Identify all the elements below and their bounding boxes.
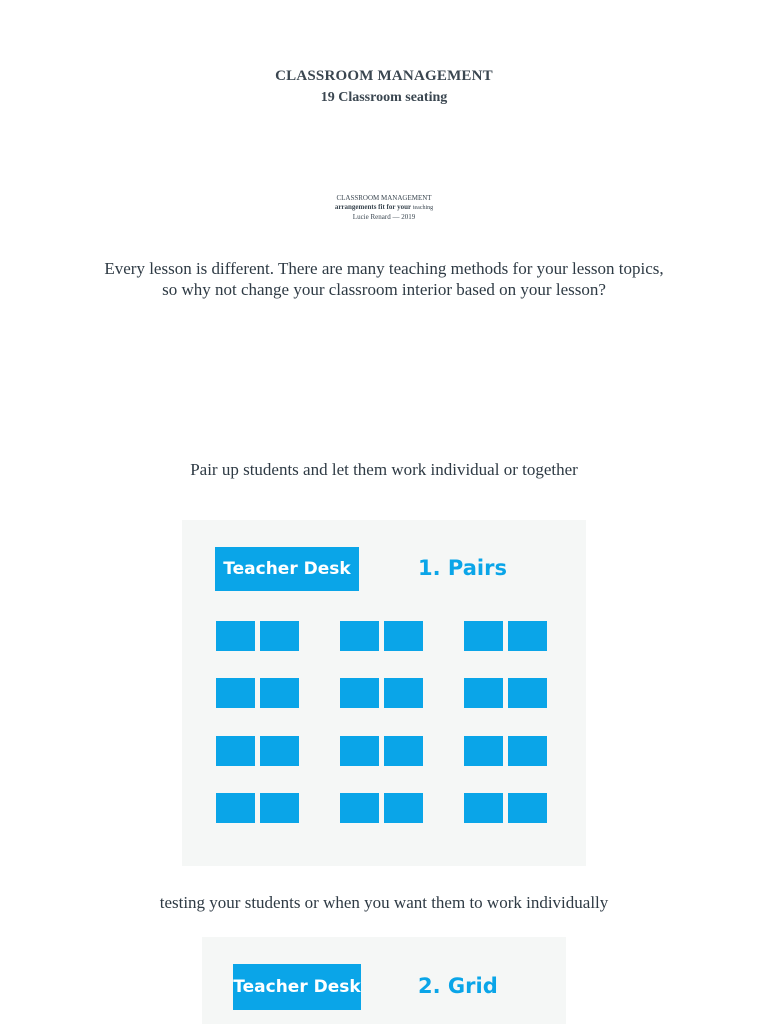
student-desk <box>508 621 547 651</box>
grid-caption: testing your students or when you want them to work individually <box>159 893 609 912</box>
student-desk <box>260 736 299 766</box>
student-desk <box>384 793 423 823</box>
student-desk <box>464 621 503 651</box>
document-title: CLASSROOM MANAGEMENT <box>275 68 493 84</box>
cover-author: Lucie Renard — 2019 <box>352 213 416 221</box>
teacher-desk <box>233 964 361 1010</box>
student-desk <box>260 621 299 651</box>
student-desk <box>464 793 503 823</box>
student-desk <box>508 736 547 766</box>
document-subtitle: 19 Classroom seating <box>320 90 448 105</box>
cover-thumbnail <box>0 194 768 222</box>
teacher-desk-label: Teacher Desk <box>233 977 361 997</box>
student-desk <box>464 678 503 708</box>
layout-title-pairs: 1. Pairs <box>418 556 507 580</box>
pairs-caption: Pair up students and let them work individual or together <box>190 460 578 479</box>
teacher-desk <box>215 547 359 591</box>
student-desk <box>384 678 423 708</box>
intro-paragraph: Every lesson is different. There are many teaching methods for your lesson topics, so why not change your classroom interior based on your lesson? <box>104 259 664 299</box>
student-desk <box>340 678 379 708</box>
layout-title-grid: 2. Grid <box>418 974 498 998</box>
teacher-desk-label: Teacher Desk <box>223 559 351 579</box>
student-desk <box>340 793 379 823</box>
student-desk <box>384 621 423 651</box>
student-desk <box>216 793 255 823</box>
grid-diagram <box>202 937 566 1024</box>
student-desk <box>260 678 299 708</box>
student-desk <box>464 736 503 766</box>
cover-tagline-bold: arrangements fit for your <box>334 203 412 211</box>
student-desk <box>260 793 299 823</box>
student-desk <box>216 736 255 766</box>
cover-tagline <box>0 203 768 213</box>
cover-tagline-small: teaching <box>412 205 434 211</box>
student-desk <box>508 793 547 823</box>
student-desk <box>340 736 379 766</box>
student-desk <box>340 621 379 651</box>
student-desk <box>508 678 547 708</box>
pairs-diagram <box>182 520 586 866</box>
student-desk <box>384 736 423 766</box>
student-desk <box>216 621 255 651</box>
student-desk <box>216 678 255 708</box>
cover-title: CLASSROOM MANAGEMENT <box>336 194 432 202</box>
